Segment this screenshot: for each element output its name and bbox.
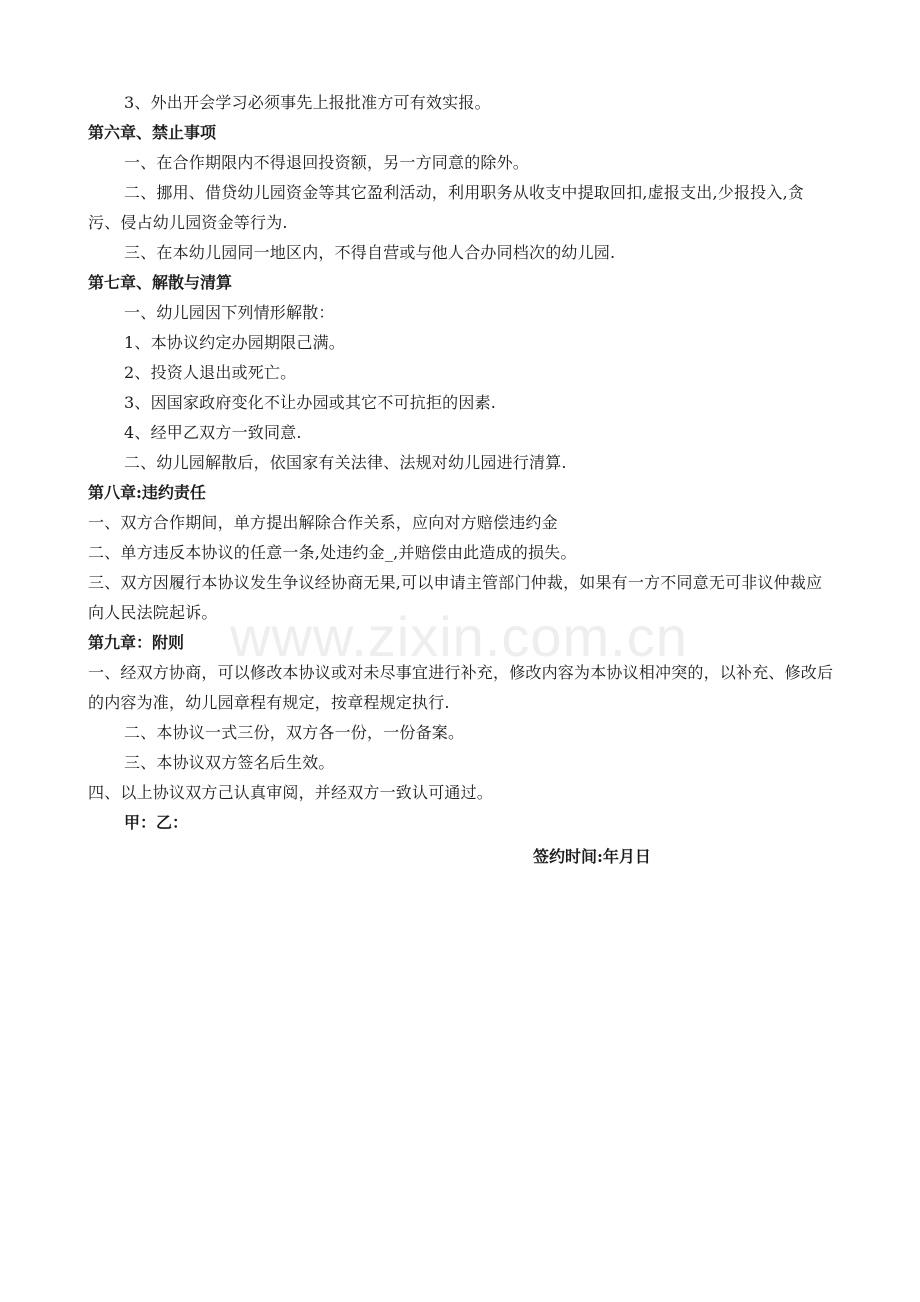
clause-line: 3、因国家政府变化不让办园或其它不可抗拒的因素.	[124, 393, 497, 412]
chapter-heading-9: 第九章：附则	[88, 633, 185, 652]
clause-line: 三、在本幼儿园同一地区内，不得自营或与他人合办同档次的幼儿园.	[124, 243, 616, 262]
clause-line: 二、挪用、借贷幼儿园资金等其它盈利活动，利用职务从收支中提取回扣,虚报支出,少报投入,贪污、侵占幼儿园资金等行为.	[88, 183, 805, 232]
chapter-heading-7: 第七章、解散与清算	[88, 273, 233, 292]
chapter-heading-8: 第八章:违约责任	[88, 483, 206, 502]
clause-line: 1、本协议约定办园期限己满。	[124, 333, 345, 352]
clause-line: 3、外出开会学习必须事先上报批准方可有效实报。	[124, 93, 491, 112]
signature-parties: 甲：乙：	[124, 813, 189, 832]
clause-line: 二、幼儿园解散后，依国家有关法律、法规对幼儿园进行清算.	[124, 453, 567, 472]
clause-line: 一、双方合作期间，单方提出解除合作关系，应向对方赔偿违约金	[88, 513, 558, 532]
signing-date: 签约时间:年月日	[533, 847, 651, 866]
clause-line: 4、经甲乙双方一致同意.	[124, 423, 302, 442]
clause-line: 一、经双方协商，可以修改本协议或对未尽事宜进行补充，修改内容为本协议相冲突的，以补充、修改后的内容为准，幼儿园章程有规定，按章程规定执行.	[88, 663, 834, 712]
watermark-text: www.zixin.com.cn	[230, 605, 688, 668]
clause-line: 一、幼儿园因下列情形解散：	[124, 303, 335, 322]
chapter-heading-6: 第六章、禁止事项	[88, 123, 217, 142]
clause-line: 一、在合作期限内不得退回投资额，另一方同意的除外。	[124, 153, 530, 172]
clause-line: 三、本协议双方签名后生效。	[124, 753, 335, 772]
clause-line: 二、单方违反本协议的任意一条,处违约金_,并赔偿由此造成的损失。	[88, 543, 577, 562]
clause-line: 四、以上协议双方己认真审阅，并经双方一致认可通过。	[88, 783, 494, 802]
clause-line: 三、双方因履行本协议发生争议经协商无果,可以申请主管部门仲裁，如果有一方不同意无可非议仲裁应向人民法院起诉。	[88, 573, 823, 622]
clause-line: 2、投资人退出或死亡。	[124, 363, 297, 382]
document-body	[88, 88, 834, 872]
clause-line: 二、本协议一式三份，双方各一份，一份备案。	[124, 723, 465, 742]
